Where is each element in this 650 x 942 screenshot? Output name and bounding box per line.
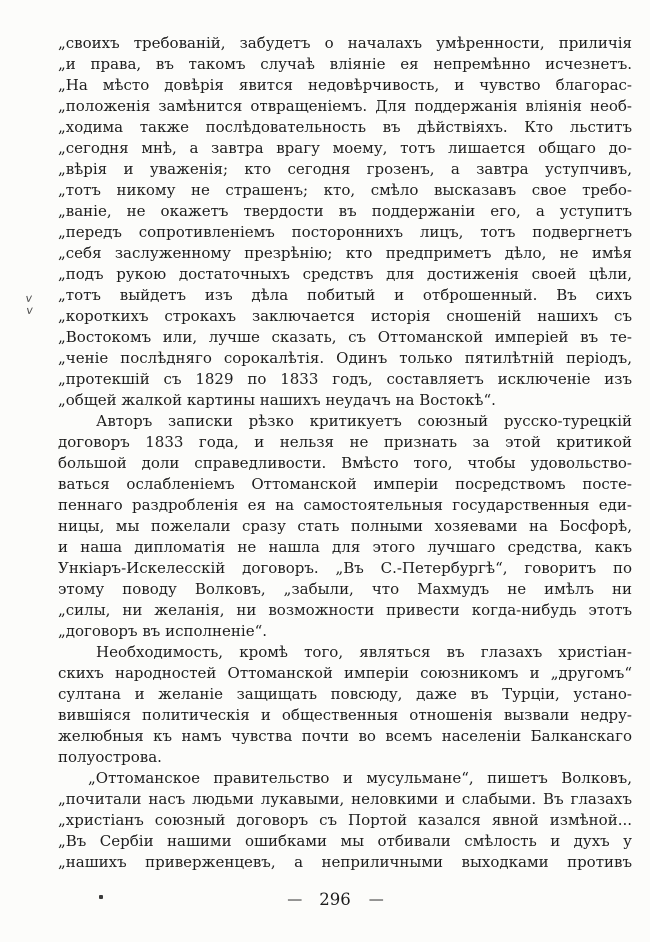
text-line: „вѣрія и уваженія; кто сегодня грозенъ, а завтра уступчивъ, bbox=[58, 160, 632, 178]
handwritten-margin-mark: v v bbox=[25, 291, 39, 317]
page-footer bbox=[10, 888, 650, 910]
text-line: полуострова. bbox=[58, 748, 162, 766]
text-line: „договоръ въ исполненіе“. bbox=[58, 622, 268, 640]
text-line: пеннаго раздробленія ея на самостоятельныя государственныя еди- bbox=[58, 496, 632, 514]
text-line: „сегодня мнѣ, а завтра врагу моему, тотъ лишается общаго до- bbox=[58, 139, 632, 157]
text-line: ваться ослабленіемъ Оттоманской имперіи посредствомъ посте- bbox=[58, 475, 632, 493]
text-line: „силы, ни желанія, ни возможности привести когда-нибудь этотъ bbox=[58, 601, 632, 619]
text-line: „передъ сопротивленіемъ постороннихъ лицъ, тотъ подвергнетъ bbox=[58, 223, 632, 241]
text-line: „общей жалкой картины нашихъ неудачъ на Востокѣ“. bbox=[58, 391, 496, 409]
text-line: султана и желаніе защищать повсюду, даже въ Турціи, устано- bbox=[58, 685, 632, 703]
ink-speck-artifact bbox=[99, 895, 103, 899]
text-line: „На мѣсто довѣрія явится недовѣрчивость, и чувство благорас- bbox=[58, 76, 632, 94]
page-number: 296 bbox=[319, 889, 351, 909]
footer-dash-left: — bbox=[287, 890, 302, 908]
text-line: „почитали насъ людьми лукавыми, неловкими и слабыми. Въ глазахъ bbox=[58, 790, 632, 808]
text-line: „Въ Сербіи нашими ошибками мы отбивали смѣлость и духъ у bbox=[58, 832, 632, 850]
text-line: ницы, мы пожелали сразу стать полными хозяевами на Босфорѣ, bbox=[58, 517, 632, 535]
text-line: этому поводу Волковъ, „забыли, что Махмудъ не имѣлъ ни bbox=[58, 580, 632, 598]
paragraph-author-critique-paragraph bbox=[58, 411, 632, 642]
text-line: „нашихъ приверженцевъ, а неприличными выходками противъ bbox=[58, 853, 632, 871]
text-line: „своихъ требованій, забудетъ о началахъ умѣренности, приличія bbox=[58, 34, 632, 52]
text-line: „и права, въ такомъ случаѣ вліяніе ея непремѣнно исчезнетъ. bbox=[58, 55, 632, 73]
text-line: „Оттоманское правительство и мусульмане“, пишетъ Волковъ, bbox=[88, 769, 632, 787]
text-line: желюбныя къ намъ чувства почти во всемъ населеніи Балканскаго bbox=[58, 727, 632, 745]
text-line: „Востокомъ или, лучше сказать, съ Оттоманской имперіей въ те- bbox=[58, 328, 632, 346]
text-line: „тотъ выйдетъ изъ дѣла побитый и отброшенный. Въ сихъ bbox=[58, 286, 632, 304]
paragraph-ottoman-government-quote-paragraph bbox=[58, 768, 632, 873]
text-line: большой доли справедливости. Вмѣсто того, чтобы удовольство- bbox=[58, 454, 632, 472]
text-line: „протекшій съ 1829 по 1833 годъ, составляетъ исключеніе изъ bbox=[58, 370, 632, 388]
text-line: и наша дипломатія не нашла для этого лучшаго средства, какъ bbox=[58, 538, 632, 556]
text-line: „короткихъ строкахъ заключается исторія сношеній нашихъ съ bbox=[58, 307, 632, 325]
text-line: „подъ рукою достаточныхъ средствъ для достиженія своей цѣли, bbox=[58, 265, 632, 283]
text-line: Авторъ записки рѣзко критикуетъ союзный русско-турецкій bbox=[96, 412, 632, 430]
text-line: „ходима также послѣдовательность въ дѣйствіяхъ. Кто льститъ bbox=[58, 118, 632, 136]
text-line: „христіанъ союзный договоръ съ Портой казался явной измѣной... bbox=[58, 811, 632, 829]
paragraph-quoted-memorandum-passage bbox=[58, 33, 632, 411]
text-line: договоръ 1833 года, и нельзя не признать за этой критикой bbox=[58, 433, 632, 451]
page-text bbox=[58, 33, 632, 873]
text-line: Ункіаръ-Искелесскій договоръ. „Въ С.-Петербургѣ“, говоритъ по bbox=[58, 559, 632, 577]
text-line: вившіяся политическія и общественныя отношенія вызвали недру- bbox=[58, 706, 632, 724]
paragraph-necessity-paragraph bbox=[58, 642, 632, 768]
text-line: „тотъ никому не страшенъ; кто, смѣло высказавъ свое требо- bbox=[58, 181, 632, 199]
text-line: „ваніе, не окажетъ твердости въ поддержаніи его, а уступитъ bbox=[58, 202, 632, 220]
text-line: „ченіе послѣдняго сорокалѣтія. Одинъ только пятилѣтній періодъ, bbox=[58, 349, 632, 367]
text-line: Необходимость, кромѣ того, являться въ глазахъ христіан- bbox=[96, 643, 632, 661]
footer-dash-right: — bbox=[368, 890, 383, 908]
text-line: „себя заслуженному презрѣнію; кто предприметъ дѣло, не имѣя bbox=[58, 244, 632, 262]
text-line: „положенія замѣнится отвращеніемъ. Для поддержанія вліянія необ- bbox=[58, 97, 632, 115]
text-line: скихъ народностей Оттоманской имперіи союзникомъ и „другомъ“ bbox=[58, 664, 632, 682]
